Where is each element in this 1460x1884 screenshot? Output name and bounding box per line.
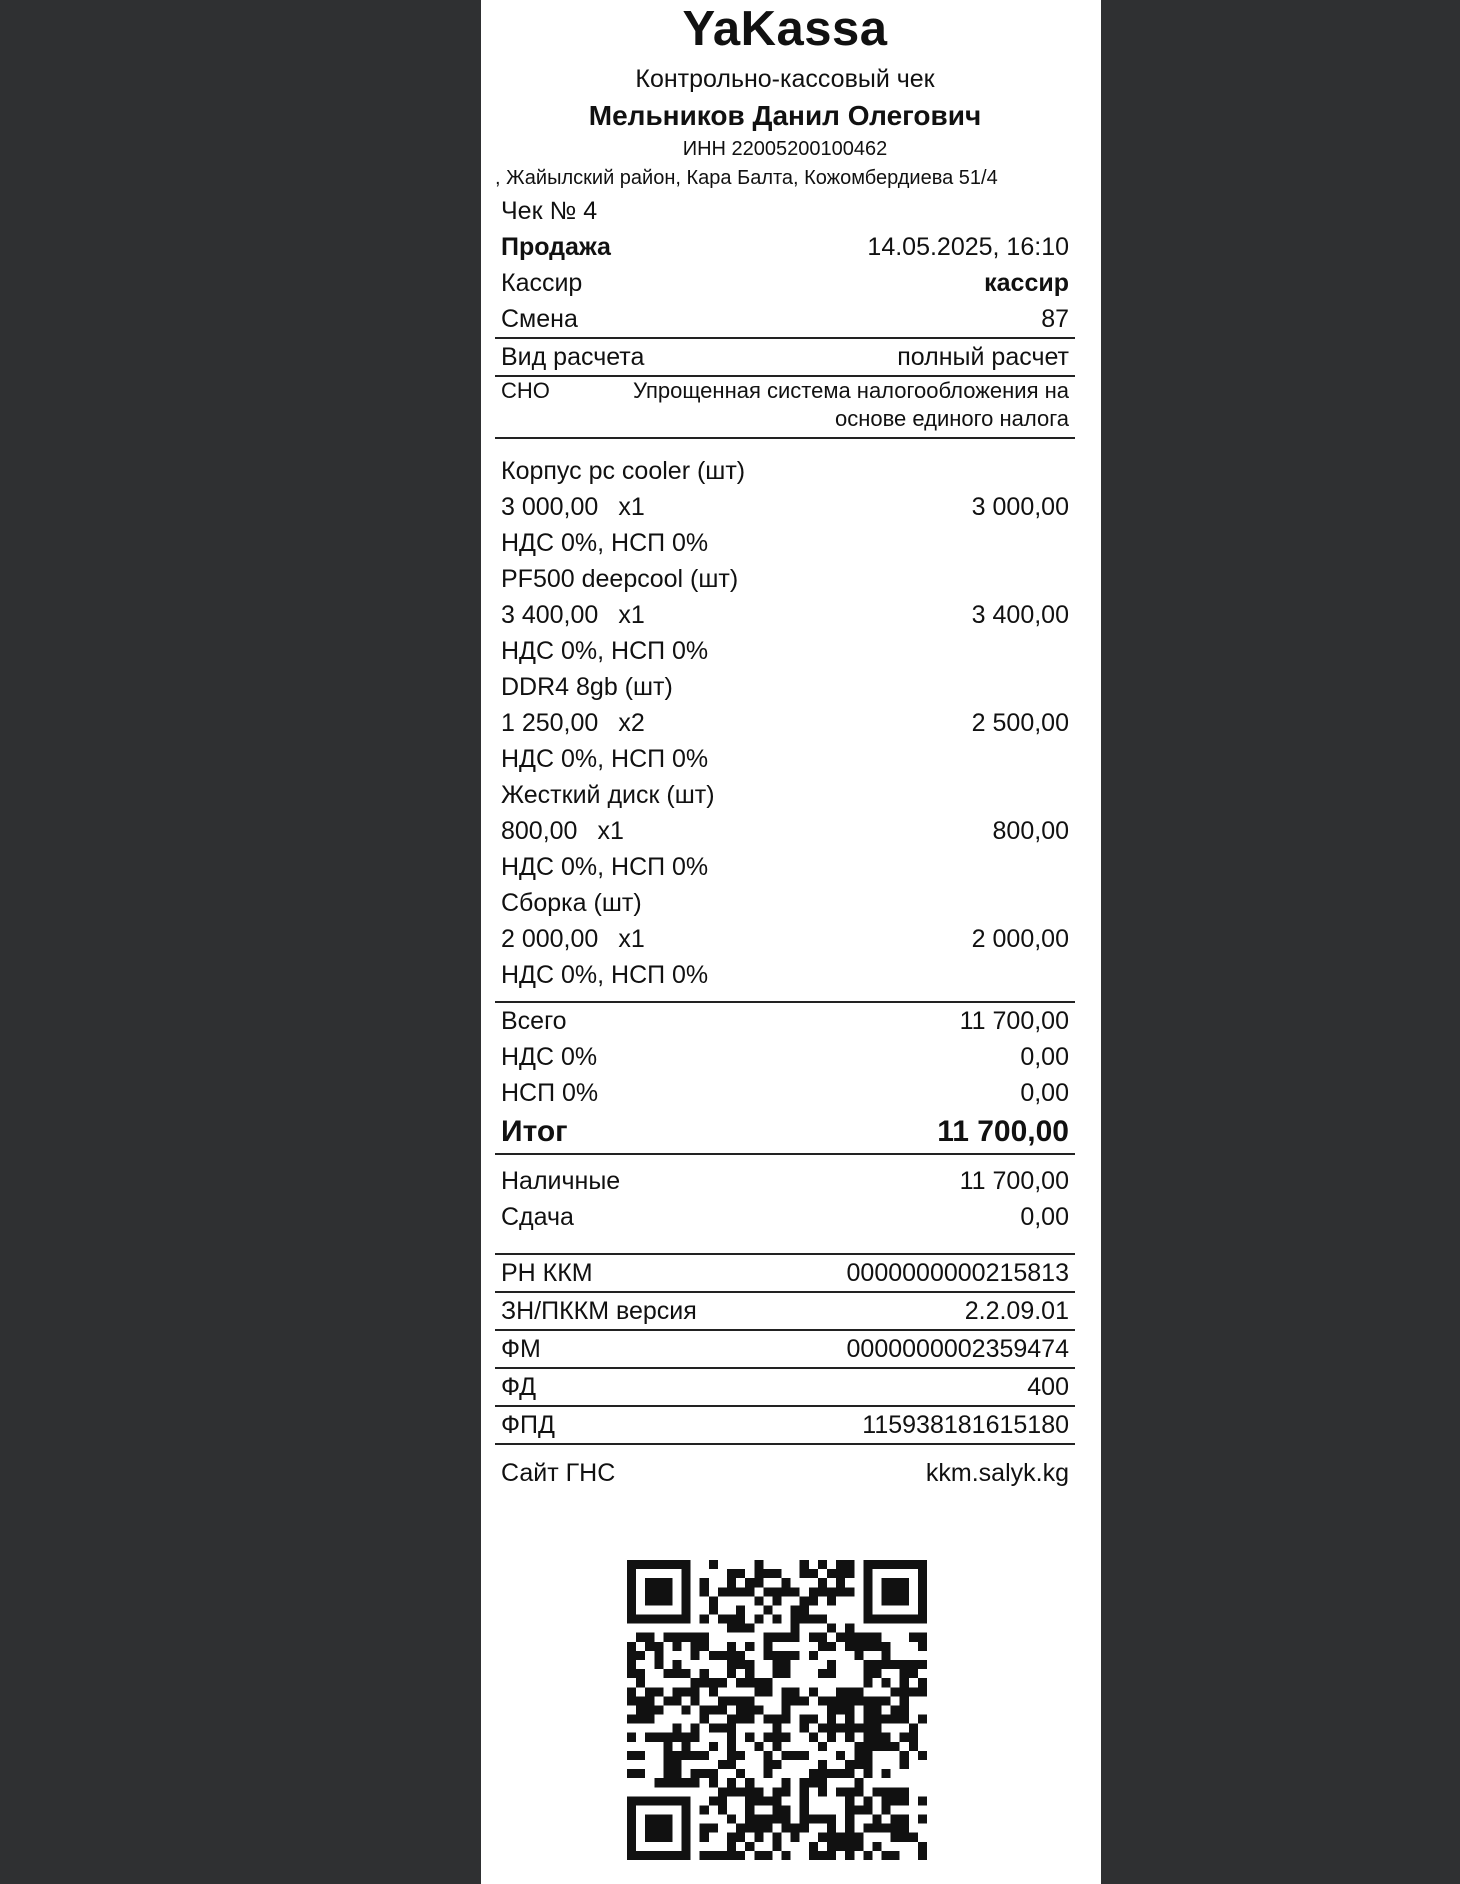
change-row bbox=[495, 1199, 1075, 1235]
item-tax: НДС 0%, НСП 0% bbox=[501, 529, 709, 557]
item-price-row bbox=[495, 921, 1075, 957]
receipt-type: Контрольно-кассовый чек bbox=[635, 65, 935, 93]
operation-datetime: 14.05.2025, 16:10 bbox=[867, 233, 1069, 261]
item-sum: 3 000,00 bbox=[971, 493, 1069, 521]
sno-label: СНО bbox=[501, 378, 550, 403]
grand-total-label: Итог bbox=[501, 1115, 568, 1148]
item-price-qty bbox=[501, 921, 645, 957]
item-price-qty bbox=[501, 489, 645, 525]
items-list bbox=[495, 453, 1075, 993]
item-name: Жесткий диск (шт) bbox=[501, 781, 715, 809]
fiscal-label: ФПД bbox=[501, 1411, 555, 1439]
fiscal-label: ФМ bbox=[501, 1335, 541, 1363]
site-row bbox=[495, 1455, 1075, 1491]
item-name: Корпус pc cooler (шт) bbox=[501, 457, 746, 485]
cashier-label: Кассир bbox=[501, 269, 583, 297]
cash-label: Наличные bbox=[501, 1167, 621, 1195]
total-all-row bbox=[495, 1003, 1075, 1039]
fiscal-row bbox=[495, 1407, 1075, 1443]
cashier-value: кассир bbox=[984, 269, 1069, 297]
fiscal-label: РН ККМ bbox=[501, 1259, 593, 1287]
fiscal-row bbox=[495, 1255, 1075, 1291]
check-number: Чек № 4 bbox=[501, 197, 598, 225]
item-sum: 2 500,00 bbox=[971, 709, 1069, 737]
check-number-row bbox=[495, 193, 1075, 229]
fiscal-row bbox=[495, 1331, 1075, 1367]
owner-name: Мельников Данил Олегович bbox=[588, 100, 982, 131]
item-price: 3 000,00 bbox=[501, 493, 599, 521]
total-all-label: Всего bbox=[501, 1007, 567, 1035]
fiscal-value: 400 bbox=[1027, 1373, 1069, 1401]
shift-row bbox=[495, 301, 1075, 337]
change-label: Сдача bbox=[501, 1203, 574, 1231]
fiscal-label: ФД bbox=[501, 1373, 537, 1401]
shift-value: 87 bbox=[1041, 305, 1069, 333]
item-price-qty bbox=[501, 597, 645, 633]
item-price-qty bbox=[501, 705, 645, 741]
item-qty: x1 bbox=[597, 817, 624, 845]
receipt-content bbox=[495, 0, 1075, 1491]
item-price: 2 000,00 bbox=[501, 925, 599, 953]
cash-value: 11 700,00 bbox=[959, 1167, 1069, 1195]
site-label: Сайт ГНС bbox=[501, 1459, 616, 1487]
total-nds-label: НДС 0% bbox=[501, 1043, 598, 1071]
item-sum: 800,00 bbox=[992, 817, 1069, 845]
fiscal-block bbox=[495, 1253, 1075, 1443]
item-price-qty bbox=[501, 813, 624, 849]
brand-title: YaKassa bbox=[682, 2, 888, 56]
item-tax: НДС 0%, НСП 0% bbox=[501, 745, 709, 773]
item-name: DDR4 8gb (шт) bbox=[501, 673, 673, 701]
item-sum: 2 000,00 bbox=[971, 925, 1069, 953]
payment-kind-row bbox=[495, 339, 1075, 375]
total-nsp-label: НСП 0% bbox=[501, 1079, 599, 1107]
item-tax: НДС 0%, НСП 0% bbox=[501, 637, 709, 665]
operation-label: Продажа bbox=[501, 233, 611, 261]
cash-row bbox=[495, 1163, 1075, 1199]
total-nsp-value: 0,00 bbox=[1020, 1079, 1069, 1107]
qr-code-icon bbox=[627, 1560, 927, 1860]
receipt-paper bbox=[481, 0, 1101, 1884]
fiscal-value: 0000000000215813 bbox=[846, 1259, 1069, 1287]
item-tax: НДС 0%, НСП 0% bbox=[501, 853, 709, 881]
grand-total-row bbox=[495, 1111, 1075, 1153]
item-qty: x1 bbox=[618, 925, 645, 953]
item-price: 3 400,00 bbox=[501, 601, 599, 629]
item-qty: x1 bbox=[618, 601, 645, 629]
site-value: kkm.salyk.kg bbox=[925, 1459, 1069, 1487]
item-price: 1 250,00 bbox=[501, 709, 599, 737]
payment-kind-label: Вид расчета bbox=[501, 343, 645, 371]
fiscal-value: 0000000002359474 bbox=[846, 1335, 1069, 1363]
fiscal-label: ЗН/ПККМ версия bbox=[501, 1297, 697, 1325]
item-sum: 3 400,00 bbox=[971, 601, 1069, 629]
item-price: 800,00 bbox=[501, 817, 578, 845]
sno-row bbox=[495, 377, 1075, 437]
total-nds-row bbox=[495, 1039, 1075, 1075]
item-name: Сборка (шт) bbox=[501, 889, 642, 917]
total-all-value: 11 700,00 bbox=[959, 1007, 1069, 1035]
fiscal-row bbox=[495, 1293, 1075, 1329]
payment-kind-value: полный расчет bbox=[897, 343, 1069, 371]
sno-value: Упрощенная система налогообложения на основе единого налога bbox=[632, 378, 1069, 431]
fiscal-row bbox=[495, 1369, 1075, 1405]
item-price-row bbox=[495, 813, 1075, 849]
item-qty: x2 bbox=[618, 709, 645, 737]
shift-label: Смена bbox=[501, 305, 578, 333]
item-qty: x1 bbox=[618, 493, 645, 521]
grand-total-value: 11 700,00 bbox=[937, 1115, 1069, 1148]
fiscal-value: 115938181615180 bbox=[862, 1411, 1069, 1439]
change-value: 0,00 bbox=[1020, 1203, 1069, 1231]
cashier-row bbox=[495, 265, 1075, 301]
item-price-row bbox=[495, 705, 1075, 741]
item-tax: НДС 0%, НСП 0% bbox=[501, 961, 709, 989]
address: , Жайылский район, Кара Балта, Кожомбердиева 51/4 bbox=[495, 167, 998, 189]
operation-row bbox=[495, 229, 1075, 265]
total-nsp-row bbox=[495, 1075, 1075, 1111]
item-price-row bbox=[495, 597, 1075, 633]
item-name: PF500 deepcool (шт) bbox=[501, 565, 739, 593]
inn: ИНН 22005200100462 bbox=[682, 138, 888, 160]
total-nds-value: 0,00 bbox=[1020, 1043, 1069, 1071]
fiscal-value: 2.2.09.01 bbox=[964, 1297, 1069, 1325]
item-price-row bbox=[495, 489, 1075, 525]
